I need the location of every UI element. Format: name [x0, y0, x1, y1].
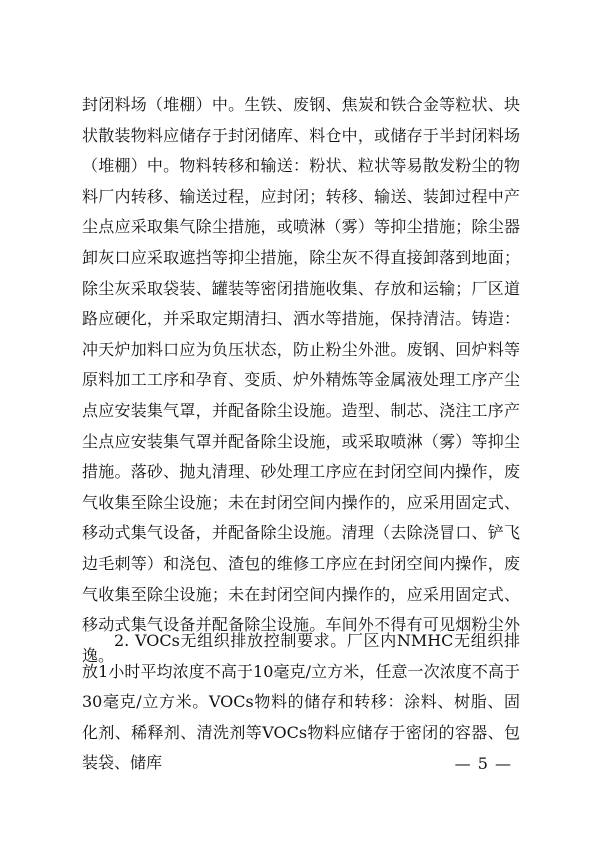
body-paragraph-1: 封闭料场（堆棚）中。生铁、废钢、焦炭和铁合金等粒状、块状散装物料应储存于封闭储库、料仓中，或储存于半封闭料场（堆棚）中。物料转移和输送：粉状、粒状等易散发粉尘的物料厂内转移、输送过程，应封闭；转移、输送、装卸过程中产尘点应采取集气除尘措施，或喷淋（雾）等抑尘措施；除尘器卸灰口应采取遮挡等抑尘措施，除尘灰不得直接卸落到地面；除尘灰采取袋装、罐装等密闭措施收集、存放和运输；厂区道路应硬化，并采取定期清扫、洒水等措施，保持清洁。铸造：冲天炉加料口应为负压状态，防止粉尘外泄。废钢、回炉料等原料加工工序和孕育、变质、炉外精炼等金属液处理工序产尘点应安装集气罩，并配备除尘设施。造型、制芯、浇注工序产尘点应安装集气罩并配备除尘设施，或采取喷淋（雾）等抑尘措施。落砂、抛丸清理、砂处理工序应在封闭空间内操作，废气收集至除尘设施；未在封闭空间内操作的，应采用固定式、移动式集气设备，并配备除尘设施。清理（去除浇冒口、铲飞边毛刺等）和浇包、渣包的维修工序应在封闭空间内操作，废气收集至除尘设施；未在封闭空间内操作的，应采用固定式、移动式集气设备并配备除尘设施。车间外不得有可见烟粉尘外逸。	[82, 95, 520, 665]
body-paragraph-2: 2. VOCs无组织排放控制要求。厂区内NMHC无组织排放1小时平均浓度不高于10毫克/立方米，任意一次浓度不高于30毫克/立方米。VOCs物料的储存和转移：涂料、树脂、固化剂、稀释剂、清洗剂等VOCs物料应储存于密闭的容器、包装袋、储库	[82, 631, 520, 773]
page-number: — 5 —	[454, 754, 512, 773]
